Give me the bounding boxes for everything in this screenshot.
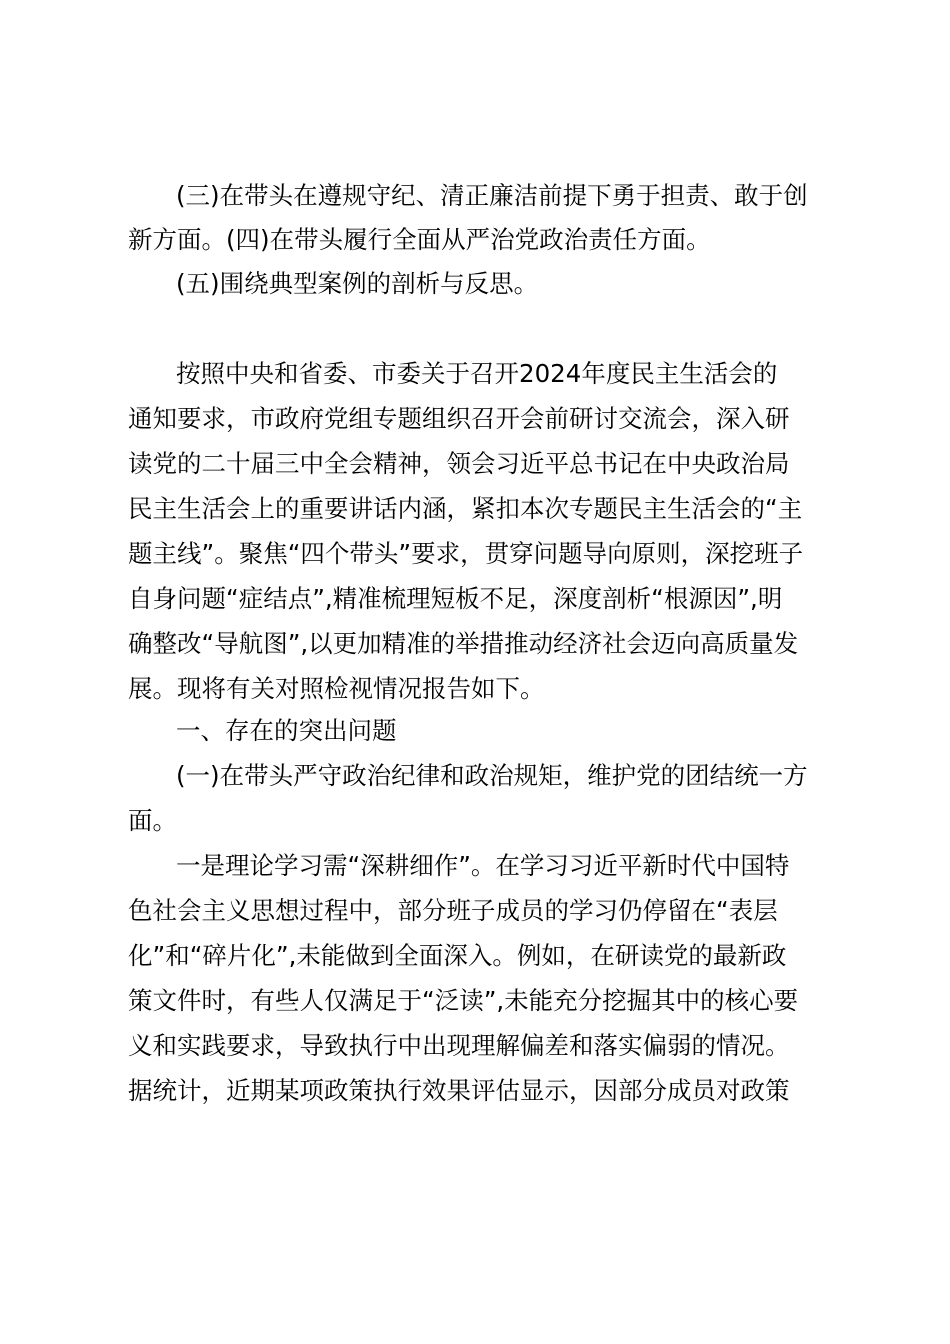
intro-line-2: 通知要求，市政府党组专题组织召开会前研讨交流会，深入研 <box>128 404 790 433</box>
point-1-line-1: 一是理论学习需“深耕细作”。在学习习近平新时代中国特 <box>176 851 790 880</box>
section-heading: 一、存在的突出问题 <box>176 716 397 745</box>
para-3-line-1: (三)在带头在遵规守纪、清正廉洁前提下勇于担责、敢于创 <box>176 181 808 210</box>
point-1-line-2: 色社会主义思想过程中，部分班子成员的学习仍停留在“表层 <box>128 896 778 925</box>
intro-line-1: 按照中央和省委、市委关于召开2024年度民主生活会的 <box>176 359 778 388</box>
intro-line-7: 确整改“导航图”,以更加精准的举措推动经济社会迈向高质量发 <box>128 629 799 658</box>
subsection-line-1: (一)在带头严守政治纪律和政治规矩，维护党的团结统一方 <box>176 761 808 790</box>
intro-line-4: 民主生活会上的重要讲话内涵，紧扣本次专题民主生活会的“主 <box>128 494 803 523</box>
intro-line-8: 展。现将有关对照检视情况报告如下。 <box>128 674 545 703</box>
point-1-line-6: 据统计，近期某项政策执行效果评估显示，因部分成员对政策 <box>128 1076 790 1105</box>
para-3-line-2: 新方面。(四)在带头履行全面从严治党政治责任方面。 <box>128 225 711 254</box>
point-1-line-5: 义和实践要求，导致执行中出现理解偏差和落实偏弱的情况。 <box>128 1031 790 1060</box>
subsection-line-2: 面。 <box>128 806 177 835</box>
intro-line-3: 读党的二十届三中全会精神，领会习近平总书记在中央政治局 <box>128 449 790 478</box>
intro-line-6: 自身问题“症结点”,精准梳理短板不足，深度剖析“根源因”,明 <box>128 584 783 613</box>
para-5: (五)围绕典型案例的剖析与反思。 <box>176 269 539 298</box>
point-1-line-4: 策文件时，有些人仅满足于“泛读”,未能充分挖掘其中的核心要 <box>128 986 799 1015</box>
intro-line-5: 题主线”。聚焦“四个带头”要求，贯穿问题导向原则，深挖班子 <box>128 539 804 568</box>
point-1-line-3: 化”和“碎片化”,未能做到全面深入。例如，在研读党的最新政 <box>128 941 787 970</box>
